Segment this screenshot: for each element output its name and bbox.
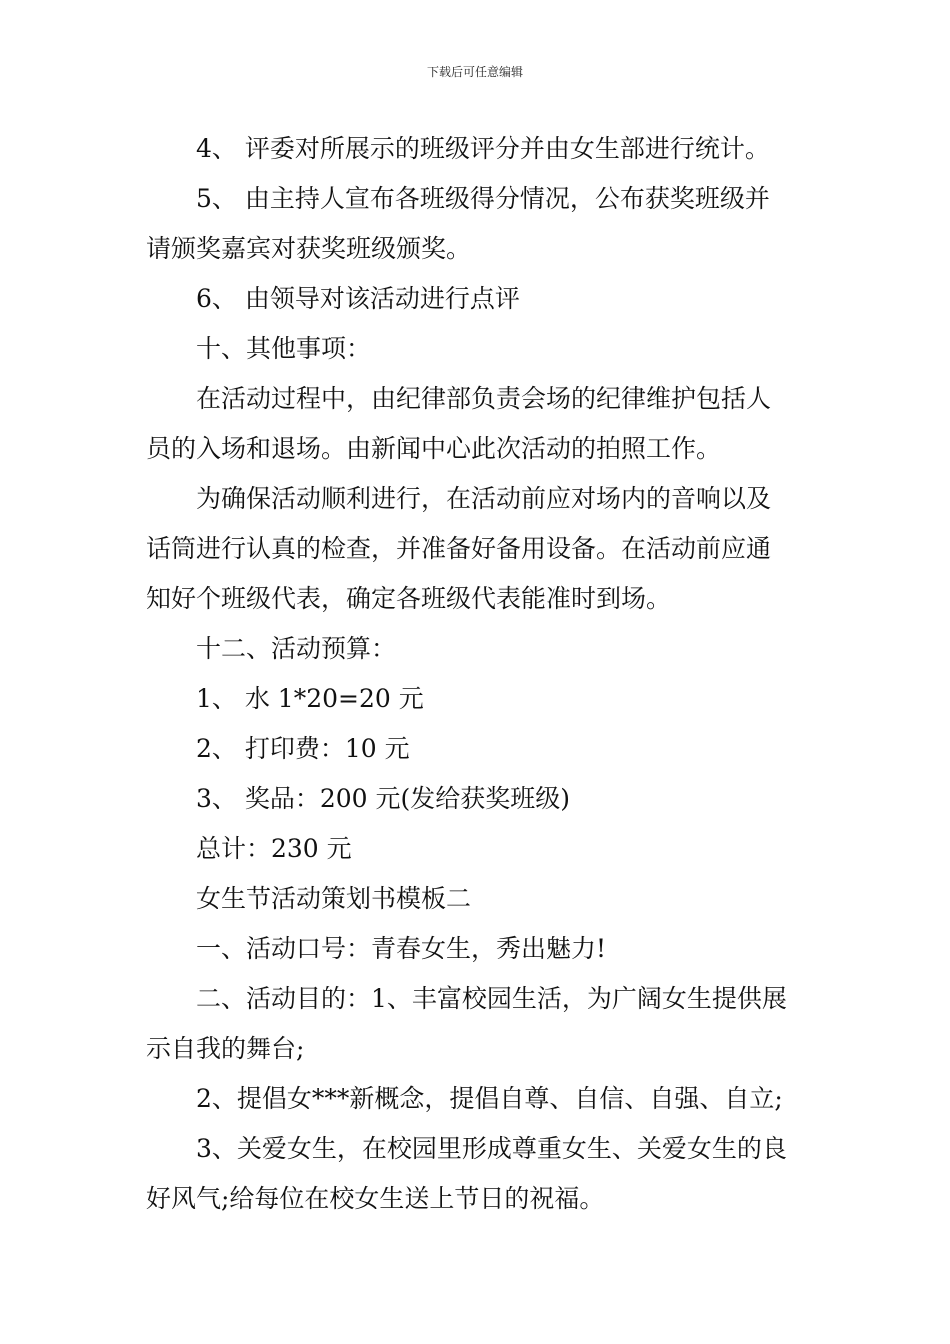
paragraph-line: 2、提倡女***新概念，提倡自尊、自信、自强、自立; (196, 1084, 783, 1113)
paragraph-line: 员的入场和退场。由新闻中心此次活动的拍照工作。 (146, 434, 722, 463)
paragraph-line: 示自我的舞台; (146, 1034, 305, 1063)
paragraph-line: 3、关爱女生，在校园里形成尊重女生、关爱女生的良 (196, 1134, 787, 1163)
budget-item: 1、 水 1*20=20 元 (196, 684, 424, 713)
page-header: 下载后可任意编辑 (426, 65, 523, 79)
budget-item: 3、 奖品：200 元(发给获奖班级) (196, 784, 571, 813)
paragraph-line: 请颁奖嘉宾对获奖班级颁奖。 (146, 234, 472, 263)
paragraph-line: 知好个班级代表，确定各班级代表能准时到场。 (146, 584, 672, 613)
paragraph-line: 好风气;给每位在校女生送上节日的祝福。 (146, 1184, 605, 1213)
budget-total: 总计：230 元 (196, 834, 352, 863)
paragraph-line: 6、 由领导对该活动进行点评 (196, 284, 520, 313)
paragraph-line: 为确保活动顺利进行，在活动前应对场内的音响以及 (196, 484, 772, 513)
paragraph-line: 5、 由主持人宣布各班级得分情况，公布获奖班级并 (196, 184, 770, 213)
document-subtitle: 女生节活动策划书模板二 (196, 884, 472, 913)
budget-item: 2、 打印费：10 元 (196, 734, 410, 763)
document-body (146, 124, 816, 1224)
paragraph-line: 在活动过程中，由纪律部负责会场的纪律维护包括人 (196, 384, 772, 413)
paragraph-line: 二、活动目的：1、丰富校园生活，为广阔女生提供展 (196, 984, 787, 1013)
paragraph-line: 4、 评委对所展示的班级评分并由女生部进行统计。 (196, 134, 770, 163)
section-heading: 十、其他事项： (196, 334, 372, 363)
section-heading: 十二、活动预算： (196, 634, 397, 663)
paragraph-line: 一、活动口号：青春女生，秀出魅力! (196, 934, 607, 963)
paragraph-line: 话筒进行认真的检查，并准备好备用设备。在活动前应通 (146, 534, 772, 563)
